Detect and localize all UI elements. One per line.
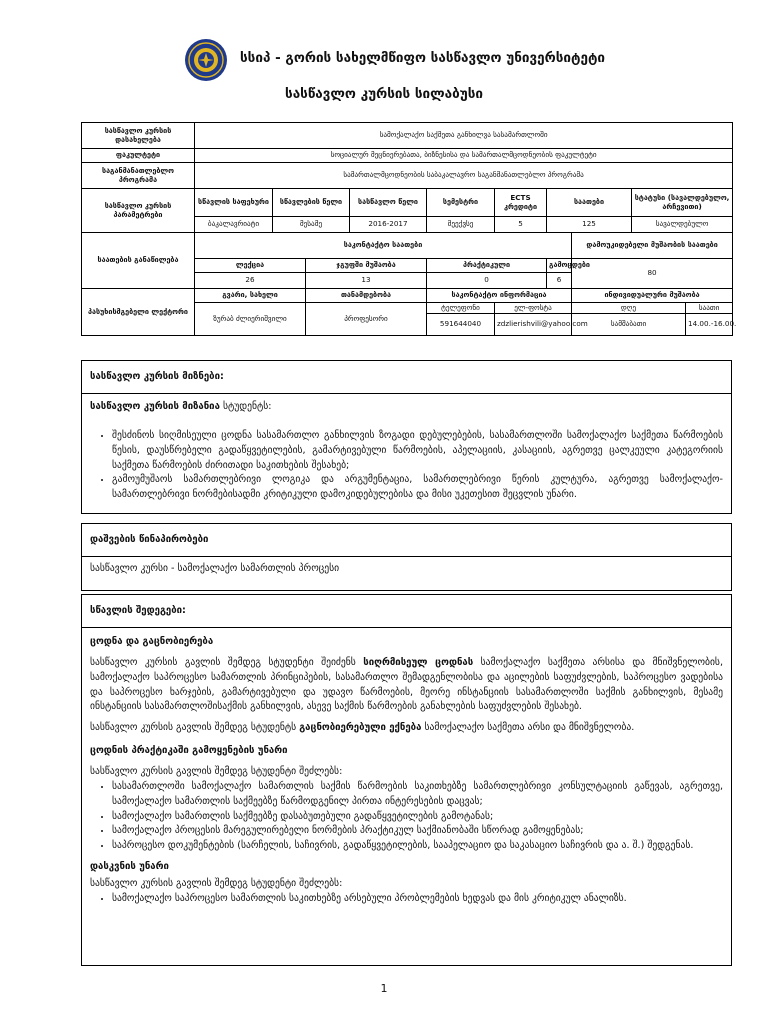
conclusion-intro: სასწავლო კურსის გავლის შემდეგ სტუდენტი შეძლებს: bbox=[90, 878, 343, 890]
practice-item: • სასამართლოში სამოქალაქო სამართლის საქმის წარმოების საკითხებზე სამართლებრივი კონსულტაციის გაწევას, აგრეთვე, სამოქალაქო სამართლის საქმეებზე წარმოდგენილ პირთა ინტერესების დაცვას; bbox=[112, 780, 723, 810]
course-goals-heading: სასწავლო კურსის მიზნები: bbox=[82, 361, 731, 394]
independent-hours-value: 80 bbox=[572, 259, 733, 289]
lecturer-label: პასუხისმგებელი ლექტორი bbox=[82, 289, 195, 336]
faculty-label: ფაკულტეტი bbox=[82, 149, 195, 163]
time-header: საათი bbox=[686, 303, 733, 314]
goal-item: • გამოუმუშაოს სამართლებრივი ლოგიკა და არგუმენტაცია, სამართლებრივი წერის კულტურა, აგრეთვე სამოქალაქო-სამართლებრივი ნორმებისადმი კრიტიკული დამოკიდებულებისა და მისი უკეთესით შეცვლის უნარი. bbox=[112, 473, 723, 503]
prerequisites-text: სასწავლო კურსი - სამოქალაქო სამართლის პროცესი bbox=[90, 563, 340, 574]
practice-intro: სასწავლო კურსის გავლის შემდეგ სტუდენტი შეძლებს: bbox=[90, 766, 343, 778]
course-info-table bbox=[81, 122, 737, 336]
awareness-paragraph: სასწავლო კურსის გავლის შემდეგ სტუდენტს გაცნობიერებული ექნება სამოქალაქო საქმეთა არსი და მნიშვნელობა. bbox=[90, 722, 635, 734]
lecturer-email[interactable]: zdzlierishvili@yahoo.com bbox=[495, 314, 572, 336]
hours-header-lecture: ლექცია bbox=[195, 259, 306, 273]
params-header-year: სწავლების წელი bbox=[273, 189, 350, 217]
params-value-ects: 5 bbox=[495, 217, 547, 233]
knowledge-heading: ცოდნა და გაცნობიერება bbox=[90, 636, 214, 647]
consultation-header: ინდივიდუალური მუშაობა bbox=[572, 289, 733, 303]
email-header: ელ-ფოსტა bbox=[495, 303, 572, 314]
lecturer-name-header: გვარი, სახელი bbox=[195, 289, 306, 303]
hours-value-group-work: 13 bbox=[306, 273, 427, 289]
learning-outcomes-heading: სწავლის შედეგები: bbox=[82, 595, 731, 628]
practice-heading: ცოდნის პრაქტიკაში გამოყენების უნარი bbox=[90, 745, 288, 757]
hours-header-group-work: ჯგუფში მუშაობა bbox=[306, 259, 427, 273]
faculty-value: სოციალურ მეცნიერებათა, ბიზნესისა და სამართალმცოდნეობის ფაკულტეტი bbox=[195, 149, 733, 163]
course-goals-section bbox=[81, 360, 732, 514]
learning-outcomes-section bbox=[81, 594, 732, 966]
lecturer-name: ზურაბ ძლიერიშვილი bbox=[195, 303, 306, 336]
program-label: საგანმანათლებლო პროგრამა bbox=[82, 163, 195, 189]
course-name-value: სამოქალაქო საქმეთა განხილვა სასამართლოში bbox=[195, 123, 733, 149]
contact-hours-label: საკონტაქტო საათები bbox=[195, 233, 572, 259]
params-header-semester: სემესტრი bbox=[427, 189, 495, 217]
lecturer-position: პროფესორი bbox=[306, 303, 427, 336]
contact-info-header: საკონტაქტო ინფორმაცია bbox=[427, 289, 572, 303]
conclusion-item: • სამოქალაქო საპროცესო სამართლის საკითხებზე არსებული პრობლემების ხედვას და მის კრიტიკულ ანალიზს. bbox=[112, 892, 723, 907]
consultation-day: სამშაბათი bbox=[572, 314, 686, 336]
params-value-academic-year: 2016-2017 bbox=[350, 217, 427, 233]
goals-intro-bold: სასწავლო კურსის მიზანია bbox=[90, 401, 220, 412]
consultation-time: 14.00.-16.00. bbox=[686, 314, 733, 336]
practice-item: • სამოქალაქო პროცესის მარეგულირებელი ნორმების პრაქტიკულ საქმიანობაში სწორად გამოყენებას; bbox=[112, 824, 723, 839]
params-value-semester: მეექვსე bbox=[427, 217, 495, 233]
params-value-hours: 125 bbox=[547, 217, 632, 233]
hours-header-exams: გამოცდები bbox=[547, 259, 572, 273]
goals-intro-rest: სტუდენტს: bbox=[219, 401, 272, 412]
params-value-level: ბაკალავრიატი bbox=[195, 217, 273, 233]
hours-value-exams: 6 bbox=[547, 273, 572, 289]
params-label: სასწავლო კურსის პარამეტრები bbox=[82, 189, 195, 233]
document-title: სასწავლო კურსის სილაბუსი bbox=[285, 86, 483, 102]
university-seal-logo bbox=[184, 38, 228, 82]
practice-item: • საპროცესო დოკუმენტების (სარჩელის, საჩივრის, გადაწყვეტილების, სააპელაციო და საკასაციო საჩივრის და ა. შ.) შედგენას. bbox=[112, 839, 723, 854]
independent-hours-label: დამოუკიდებელი მუშაობის საათები bbox=[572, 233, 733, 259]
params-value-status: სავალდებულო bbox=[632, 217, 733, 233]
university-title: სსიპ - გორის სახელმწიფო სასწავლო უნივერსიტეტი bbox=[240, 50, 606, 66]
hours-distribution-label: საათების განაწილება bbox=[82, 233, 195, 289]
knowledge-paragraph: სასწავლო კურსის გავლის შემდეგ სტუდენტი შეიძენს სიღრმისეულ ცოდნას სამოქალაქო საქმეთა არსისა და მნიშვნელობის, სამოქალაქო საპროცესო სამართლის პრინციპების, სასამართლო შემადგენლობისა და აცილების საფუძვლების, საპროცესო ვადებისა და საპროცესო ხარჯების, გამარტივებული და უდავო წარმოების, მეორე ინსტანციის სასამართლოში საქმის განხილვის, მესამე ინსტანციის სასამართლოშისაქმის განხილვის, ასევე საქმის წარმოების განახლების საფუძვლების შესახებ. bbox=[90, 656, 723, 713]
goal-item: • შესძინოს სიღმისეული ცოდნა სასამართლო განხილვის ზოგადი დებულებების, სასამართლოში სამოქალაქო საქმეთა წარმოების წესის, დაუსწრებელი გადაწყვეტილების, გამარტივებული წარმოების, აპელაციის, კასაციის, აგრეთვე ცალკეული კატეგორიის საქმეთა წარმოების ძირითადი საკითხების შესახებ; bbox=[112, 429, 723, 474]
program-value: სამართალმცოდნეობის საბაკალავრო საგანმანათლებლო პროგრამა bbox=[195, 163, 733, 189]
hours-value-lecture: 26 bbox=[195, 273, 306, 289]
phone-header: ტელეფონი bbox=[427, 303, 495, 314]
course-name-label: სასწავლო კურსის დასახელება bbox=[82, 123, 195, 149]
lecturer-phone: 591644040 bbox=[427, 314, 495, 336]
conclusion-heading: დასკვნის უნარი bbox=[90, 861, 169, 873]
hours-header-practical: პრაქტიკული bbox=[427, 259, 547, 273]
params-header-level: სწავლის საფეხური bbox=[195, 189, 273, 217]
params-value-year: მესამე bbox=[273, 217, 350, 233]
prerequisites-heading: დაშვების წინაპირობები bbox=[82, 524, 731, 557]
practice-item: • სამოქალაქო სამართლის საქმეებზე დასაბუთებული გადაწყვეტილების გამოტანას; bbox=[112, 810, 723, 825]
prerequisites-section bbox=[81, 523, 732, 591]
day-header: დღე bbox=[572, 303, 686, 314]
hours-value-practical: 0 bbox=[427, 273, 547, 289]
lecturer-position-header: თანამდებობა bbox=[306, 289, 427, 303]
page-number: 1 bbox=[380, 982, 388, 995]
params-header-academic-year: სასწავლო წელი bbox=[350, 189, 427, 217]
params-header-ects: ECTS კრედიტი bbox=[495, 189, 547, 217]
params-header-status: სტატუსი (სავალდებულო, არჩევითი) bbox=[632, 189, 733, 217]
params-header-hours: საათები bbox=[547, 189, 632, 217]
